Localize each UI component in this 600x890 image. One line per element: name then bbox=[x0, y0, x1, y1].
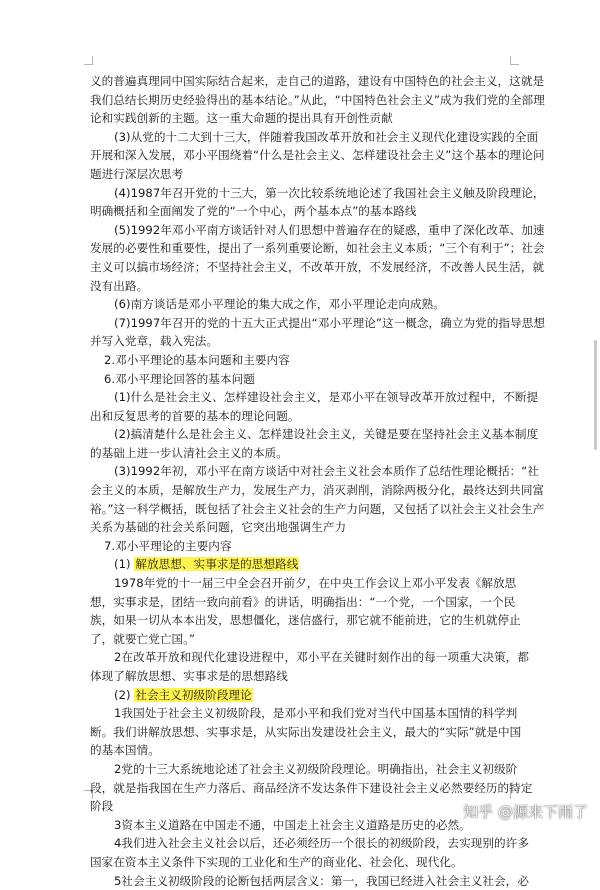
text-line: 了，就要亡党亡国。” bbox=[90, 631, 196, 646]
text-line: 族，如果一切从本本出发，思想僵化，迷信盛行，那它就不能前进，它的生机就停止 bbox=[90, 613, 521, 628]
text-line: 论和实践创新的主题。这一重大命题的提出具有开创性贡献 bbox=[90, 111, 393, 126]
text-line: 4我们进入社会主义社会以后，还必须经历一个很长的初级阶段，去实现别的许多 bbox=[114, 836, 529, 851]
margin-mark-top-left bbox=[84, 56, 93, 65]
text-line: (4)1987年召开党的十三大，第一次比较系统地论述了我国社会主义触及阶段理论， bbox=[114, 185, 545, 200]
watermark: 知乎 @源来下雨了 bbox=[463, 803, 588, 821]
margin-mark-top-right bbox=[510, 56, 519, 65]
text-line: 段，就是指我国在生产力落后、商品经济不发达条件下建设社会主义必然要经历的特定 bbox=[90, 780, 533, 795]
text-line: (5)1992年邓小平南方谈话针对人们思想中普遍存在的疑惑，重申了深化改革、加速 bbox=[114, 222, 545, 237]
text-line: 1我国处于社会主义初级阶段，是邓小平和我们党对当代中国基本国情的科学判 bbox=[114, 706, 518, 721]
item-number: (1) bbox=[114, 557, 131, 572]
text-line: 裕。”这一科学概括，既包括了社会主义社会的生产力问题，又包括了以社会主义社会生产 bbox=[90, 501, 545, 516]
text-line: 没有出路。 bbox=[90, 278, 149, 293]
text-line: 想，实事求是，团结一致向前看》的讲话，明确指出：“一个党，一个国家，一个民 bbox=[90, 594, 516, 609]
text-line: (3)1992年初，邓小平在南方谈话中对社会主义社会本质作了总结性理论概括：“社 bbox=[114, 464, 539, 479]
subheading-line bbox=[90, 555, 516, 574]
text-line: 1978年党的十一届三中全会召开前夕，在中央工作会议上邓小平发表《解放思 bbox=[114, 576, 517, 591]
text-line: 体现了解放思想、实事求是的思想路线 bbox=[90, 669, 288, 683]
section-heading: 6.邓小平理论回答的基本问题 bbox=[104, 371, 255, 386]
text-line: (7)1997年召开的党的十五大正式提出“邓小平理论”这一概念，确立为党的指导思想 bbox=[114, 315, 545, 330]
text-line: 关系为基础的社会关系问题，它突出地强调生产力 bbox=[90, 520, 347, 535]
text-line: (1)什么是社会主义、怎样建设社会主义，是邓小平在领导改革开放过程中，不断提 bbox=[114, 390, 539, 405]
text-line: (3)从党的十二大到十三大，伴随着我国改革开放和社会主义现代化建设实践的全面 bbox=[114, 129, 539, 144]
item-number: (2) bbox=[114, 687, 131, 702]
highlighted-heading: 社会主义初级阶段理论 bbox=[135, 687, 252, 702]
text-line: 会主义的本质，是解放生产力，发展生产力，消灭剥削，消除两极分化，最终达到共同富 bbox=[90, 483, 545, 498]
text-line: 3资本主义道路在中国走不通，中国走上社会主义道路是历史的必然。 bbox=[114, 817, 471, 832]
text-line: 断。我们讲解放思想、实事求是，从实际出发建设社会主义，最大的“实际”就是中国 bbox=[90, 724, 522, 739]
text-line: 开展和深入发展，邓小平围绕着“什么是社会主义、怎样建设社会主义”这个基本的理论问 bbox=[90, 148, 545, 163]
text-line: 义的普遍真理同中国实际结合起来，走自己的道路，建设有中国特色的社会主义，这就是 bbox=[90, 74, 545, 88]
text-line: 2党的十三大系统地论述了社会主义初级阶段理论。明确指出，社会主义初级阶 bbox=[114, 761, 518, 776]
text-line: 国家在资本主义条件下实现的工业化和生产的商业化、社会化、现代化。 bbox=[90, 854, 463, 869]
text-line: (6)南方谈话是邓小平理论的集大成之作，邓小平理论走向成熟。 bbox=[114, 297, 445, 312]
text-line: 出和反复思考的首要的基本的理论问题。 bbox=[90, 408, 300, 423]
text-line: 题进行深层次思考 bbox=[90, 166, 184, 181]
text-line: 的基本国情。 bbox=[90, 743, 160, 758]
text-line: 主义可以搞市场经济；不坚持社会主义，不改革开放，不发展经济，不改善人民生活，就 bbox=[90, 259, 545, 274]
text-line: 明确概括和全面阐发了党的“一个中心，两个基本点”的基本路线 bbox=[90, 204, 417, 219]
text-line: 2在改革开放和现代化建设进程中，邓小平在关键时刻作出的每一项重大决策，都 bbox=[114, 650, 529, 665]
text-line: (2)搞清楚什么是社会主义、怎样建设社会主义，关键是要在坚持社会主义基本制度 bbox=[114, 427, 539, 442]
highlighted-heading: 解放思想、实事求是的思想路线 bbox=[135, 557, 299, 572]
subheading-line bbox=[90, 686, 516, 705]
text-line: 5社会主义初级阶段的论断包括两层含义：第一，我国已经进入社会主义社会，必 bbox=[114, 873, 529, 888]
scrollbar-thumb[interactable] bbox=[594, 340, 597, 450]
text-line: 我们总结长期历史经验得出的基本结论。”从此，“中国特色社会主义”成为我们党的全部理 bbox=[90, 92, 545, 107]
text-line: 阶段 bbox=[90, 799, 114, 814]
text-line: 的基础上进一步认清社会主义的本质。 bbox=[90, 445, 288, 460]
text-line: 并写入党章，载入宪法。 bbox=[90, 334, 219, 349]
section-heading: 2.邓小平理论的基本问题和主要内容 bbox=[104, 352, 290, 367]
section-heading: 7.邓小平理论的主要内容 bbox=[104, 538, 232, 553]
text-line: 发展的必要性和重要性，提出了一系列重要论断，如社会主义本质；“三个有利于”；社会 bbox=[90, 241, 545, 256]
